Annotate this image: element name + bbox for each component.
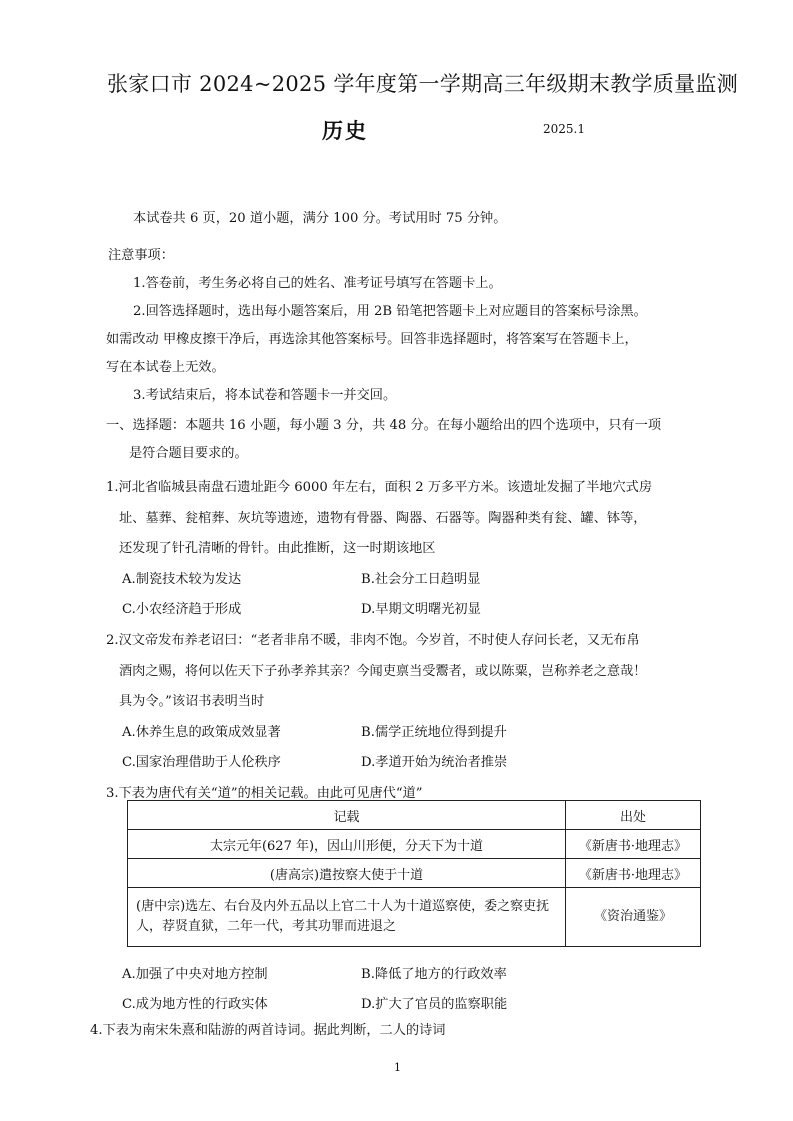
q2-option-d: D.孝道开始为统治者推崇 [361, 755, 508, 770]
table-row [128, 859, 701, 888]
note-2-line-1: 2.回答选择题时，选出每小题答案后，用 2B 铅笔把答题卡上对应题目的答案标号涂黑。 [133, 304, 647, 319]
q1-option-c: C.小农经济趋于形成 [122, 602, 242, 617]
q1-stem-line-2: 址、墓葬、瓮棺葬、灰坑等遗迹，遗物有骨器、陶器、石器等。陶器种类有瓮、罐、钵等， [119, 511, 647, 526]
q2-stem-line-3: 具为令。”该诏书表明当时 [119, 694, 265, 709]
table-header-row [128, 801, 701, 830]
table-cell-record: (唐高宗)遣按察大使于十道 [128, 859, 566, 888]
table-cell-record: 太宗元年(627 年)，因山川形便，分天下为十道 [128, 830, 566, 859]
q3-option-c: C.成为地方性的行政实体 [122, 997, 268, 1012]
table-cell-record-text: (唐中宗)选左、右台及内外五品以上官二十人为十道巡察使，委之察吏抚人，荐贤直狱，二年一代，考其功罪而进退之 [136, 899, 550, 934]
page-number: 1 [394, 1061, 401, 1074]
subject-title: 历史 [322, 118, 368, 143]
table-header-record: 记载 [128, 801, 566, 830]
q3-stem: 3.下表为唐代有关“道”的相关记载。由此可见唐代“道” [106, 786, 423, 801]
q3-record-table [127, 800, 701, 947]
q2-option-c: C.国家治理借助于人伦秩序 [122, 755, 281, 770]
note-1: 1.答卷前，考生务必将自己的姓名、准考证号填写在答题卡上。 [133, 276, 502, 291]
note-2-line-2: 如需改动 甲橡皮擦干净后，再选涂其他答案标号。回答非选择题时，将答案写在答题卡上， [106, 332, 638, 347]
table-cell-record [128, 888, 566, 947]
q1-stem-line-3: 还发现了针孔清晰的骨针。由此推断，这一时期该地区 [119, 541, 436, 556]
q2-option-a: A.休养生息的政策成效显著 [122, 725, 281, 740]
q2-option-b: B.儒学正统地位得到提升 [361, 725, 507, 740]
section-heading-line-1: 一、选择题：本题共 16 小题，每小题 3 分，共 48 分。在每小题给出的四个选项中，只有一项 [106, 418, 662, 433]
q1-stem-line-1: 1.河北省临城县南盘石遗址距今 6000 年左右，面积 2 万多平方米。该遗址发掘了半地穴式房 [106, 480, 653, 495]
exam-date: 2025.1 [543, 122, 585, 136]
q3-option-d: D.扩大了官员的监察职能 [361, 997, 508, 1012]
table-row [128, 888, 701, 947]
notes-heading: 注意事项： [108, 248, 174, 263]
table-cell-source: 《新唐书·地理志》 [566, 830, 701, 859]
q2-stem-line-2: 酒肉之赐，将何以佐天下子孙孝养其亲？今闻吏禀当受鬻者，或以陈粟，岂称养老之意哉！ [119, 664, 647, 679]
q4-stem: 4.下表为南宋朱熹和陆游的两首诗词。据此判断，二人的诗词 [90, 1023, 446, 1038]
note-3: 3.考试结束后，将本试卷和答题卡一并交回。 [133, 388, 397, 403]
q1-option-d: D.早期文明曙光初显 [361, 602, 481, 617]
q2-stem-line-1: 2.汉文帝发布养老诏曰：“老者非帛不暖，非肉不饱。今岁首，不时使人存问长老，又无布帛 [106, 633, 640, 648]
intro-text: 本试卷共 6 页，20 道小题，满分 100 分。考试用时 75 分钟。 [133, 211, 507, 226]
q3-option-a: A.加强了中央对地方控制 [122, 967, 268, 982]
note-2-line-3: 写在本试卷上无效。 [106, 360, 225, 375]
table-cell-source: 《资治通鉴》 [566, 888, 701, 947]
q3-option-b: B.降低了地方的行政效率 [361, 967, 507, 982]
table-cell-source: 《新唐书·地理志》 [566, 859, 701, 888]
q1-option-b: B.社会分工日趋明显 [361, 572, 481, 587]
table-row [128, 830, 701, 859]
exam-title: 张家口市 2024~2025 学年度第一学期高三年级期末教学质量监测 [107, 72, 739, 96]
table-header-source: 出处 [566, 801, 701, 830]
section-heading-line-2: 是符合题目要求的。 [129, 446, 248, 461]
q1-option-a: A.制瓷技术较为发达 [122, 572, 242, 587]
